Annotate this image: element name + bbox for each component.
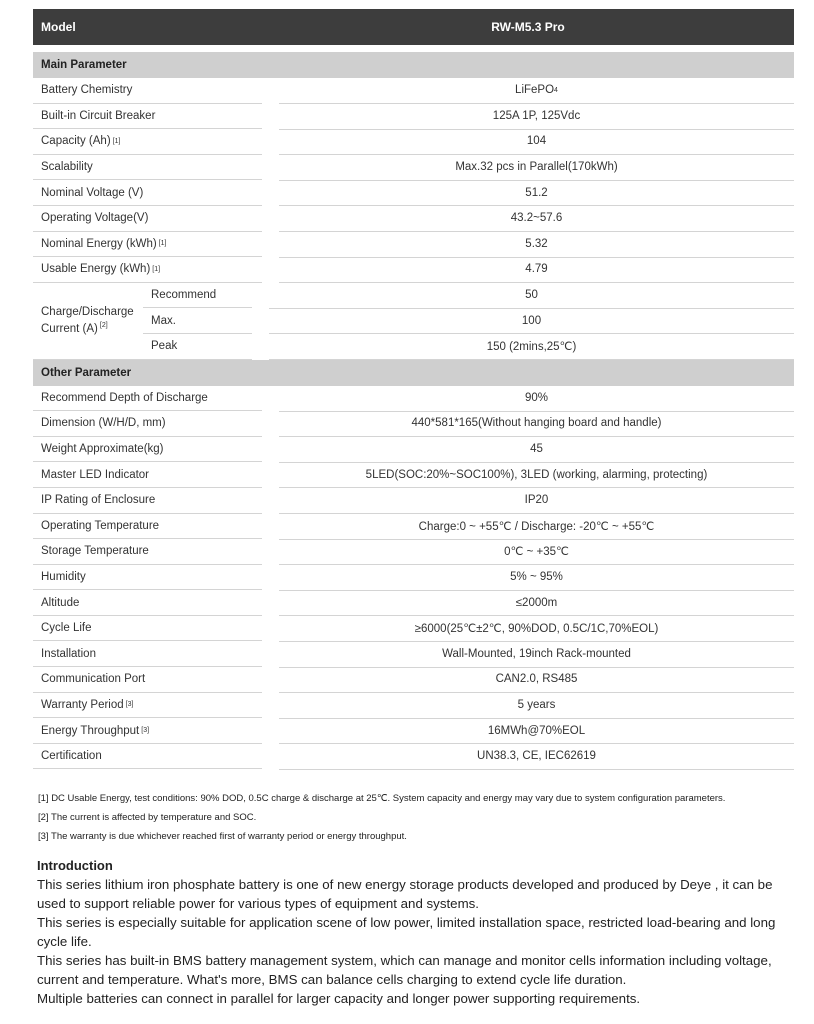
row-label: Altitude [33,590,262,616]
row-label: Recommend [143,283,252,309]
table-row [33,78,794,104]
row-label: IP Rating of Enclosure [33,488,262,514]
intro-paragraph-3: This series has built-in BMS battery management system, which can manage and monitor cells information including voltage, current and temperature. What's more, BMS can balance cells charging to extend cycle life duration. [37,953,772,987]
row-value: Wall-Mounted, 19inch Rack-mounted [279,641,794,668]
row-label: Energy Throughput [3] [33,718,262,744]
footnote-2: [2] The current is affected by temperature and SOC. [38,812,257,823]
main-parameter-heading: Main Parameter [33,52,794,78]
row-label: Storage Temperature [33,539,262,565]
row-value: Charge:0 ~ +55℃ / Discharge: -20℃ ~ +55℃ [279,513,794,540]
row-label: Max. [143,308,252,334]
table-row [33,437,794,463]
row-label: Master LED Indicator [33,462,262,488]
row-value: 51.2 [279,180,794,207]
intro-paragraph-1: This series lithium iron phosphate battery is one of new energy storage products developed and produced by Deye , it can be used to support reliable power for various types of equipment and systems. [37,877,773,911]
row-label: Built-in Circuit Breaker [33,104,262,130]
table-row [33,129,794,155]
table-row [33,539,794,565]
row-value: 5% ~ 95% [279,564,794,591]
row-label: Battery Chemistry [33,78,262,104]
footnote-3: [3] The warranty is due whichever reached first of warranty period or energy throughput. [38,831,407,842]
row-value: 43.2~57.6 [279,205,794,232]
row-value: 100 [269,308,794,335]
row-label: Operating Temperature [33,514,262,540]
table-row [33,104,794,130]
table-row [33,693,794,719]
table-row [33,616,794,642]
row-value: 16MWh@70%EOL [279,718,794,745]
row-value: 45 [279,436,794,463]
row-label: Usable Energy (kWh) [1] [33,257,262,283]
intro-paragraph-4: Multiple batteries can connect in parallel for larger capacity and longer power supporting requirements. [37,991,641,1006]
footnote-1: [1] DC Usable Energy, test conditions: 90% DOD, 0.5C charge & discharge at 25℃. System capacity and energy may vary due to system configuration parameters. [38,793,726,804]
row-value: LiFePO 4 [279,78,794,105]
row-value: 150 (2mins,25℃) [269,333,794,360]
table-row [143,334,794,360]
row-value: Max.32 pcs in Parallel(170kWh) [279,154,794,181]
model-label: Model [41,20,76,34]
table-row [33,565,794,591]
intro-paragraph-2: This series is especially suitable for application scene of low power, limited installation space, restricted load-bearing and long cycle life. [37,915,776,949]
row-value: ≤2000m [279,590,794,617]
footnote-ref: [3] [141,727,150,735]
row-label: Warranty Period [3] [33,693,262,719]
charge-discharge-current-group [33,283,794,360]
footnote-ref: [1] [158,240,167,248]
table-header [33,9,794,45]
table-row [33,155,794,181]
row-value: 440*581*165(Without hanging board and handle) [279,411,794,438]
table-row [33,718,794,744]
row-label: Weight Approximate(kg) [33,437,262,463]
table-row [33,206,794,232]
footnote-ref: [1] [152,265,161,273]
row-label: Capacity (Ah) [1] [33,129,262,155]
table-row [33,232,794,258]
model-value: RW-M5.3 Pro [491,20,565,34]
charge-discharge-current-label: Charge/Discharge Current (A) [2] [33,283,143,360]
table-row [33,411,794,437]
row-value: UN38.3, CE, IEC62619 [279,743,794,770]
table-row [143,308,794,334]
row-label: Cycle Life [33,616,262,642]
row-label: Operating Voltage(V) [33,206,262,232]
footnotes [38,789,725,846]
introduction [37,857,797,1008]
introduction-title: Introduction [37,858,113,873]
row-value: 4.79 [279,257,794,284]
row-label: Nominal Energy (kWh) [1] [33,232,262,258]
table-row [143,283,794,309]
spec-table [33,9,794,769]
row-value: 5LED(SOC:20%~SOC100%), 3LED (working, alarming, protecting) [279,462,794,489]
footnote-ref: [3] [125,701,134,709]
current-sub-rows [143,283,794,360]
row-value: 5.32 [279,231,794,258]
row-label: Peak [143,334,252,360]
other-parameter-rows [33,386,794,770]
footnote-ref: [1] [112,137,121,145]
row-label: Installation [33,641,262,667]
main-parameter-rows [33,78,794,283]
row-value: 125A 1P, 125Vdc [279,103,794,130]
table-row [33,514,794,540]
row-label: Recommend Depth of Discharge [33,386,262,412]
row-value: 104 [279,129,794,156]
row-value: IP20 [279,487,794,514]
table-row [33,257,794,283]
table-row [33,590,794,616]
table-row [33,641,794,667]
row-value: 5 years [279,692,794,719]
row-label: Nominal Voltage (V) [33,180,262,206]
table-row [33,744,794,770]
row-label: Scalability [33,155,262,181]
row-value: ≥6000(25℃±2℃, 90%DOD, 0.5C/1C,70%EOL) [279,615,794,642]
row-label: Dimension (W/H/D, mm) [33,411,262,437]
table-row [33,488,794,514]
row-value: CAN2.0, RS485 [279,667,794,694]
table-row [33,667,794,693]
row-value: 50 [269,282,794,309]
row-value: 90% [279,385,794,412]
row-label: Communication Port [33,667,262,693]
row-label: Humidity [33,565,262,591]
other-parameter-heading: Other Parameter [33,360,794,386]
table-row [33,386,794,412]
row-value: 0℃ ~ +35℃ [279,539,794,566]
row-label: Certification [33,744,262,770]
table-row [33,462,794,488]
table-row [33,180,794,206]
